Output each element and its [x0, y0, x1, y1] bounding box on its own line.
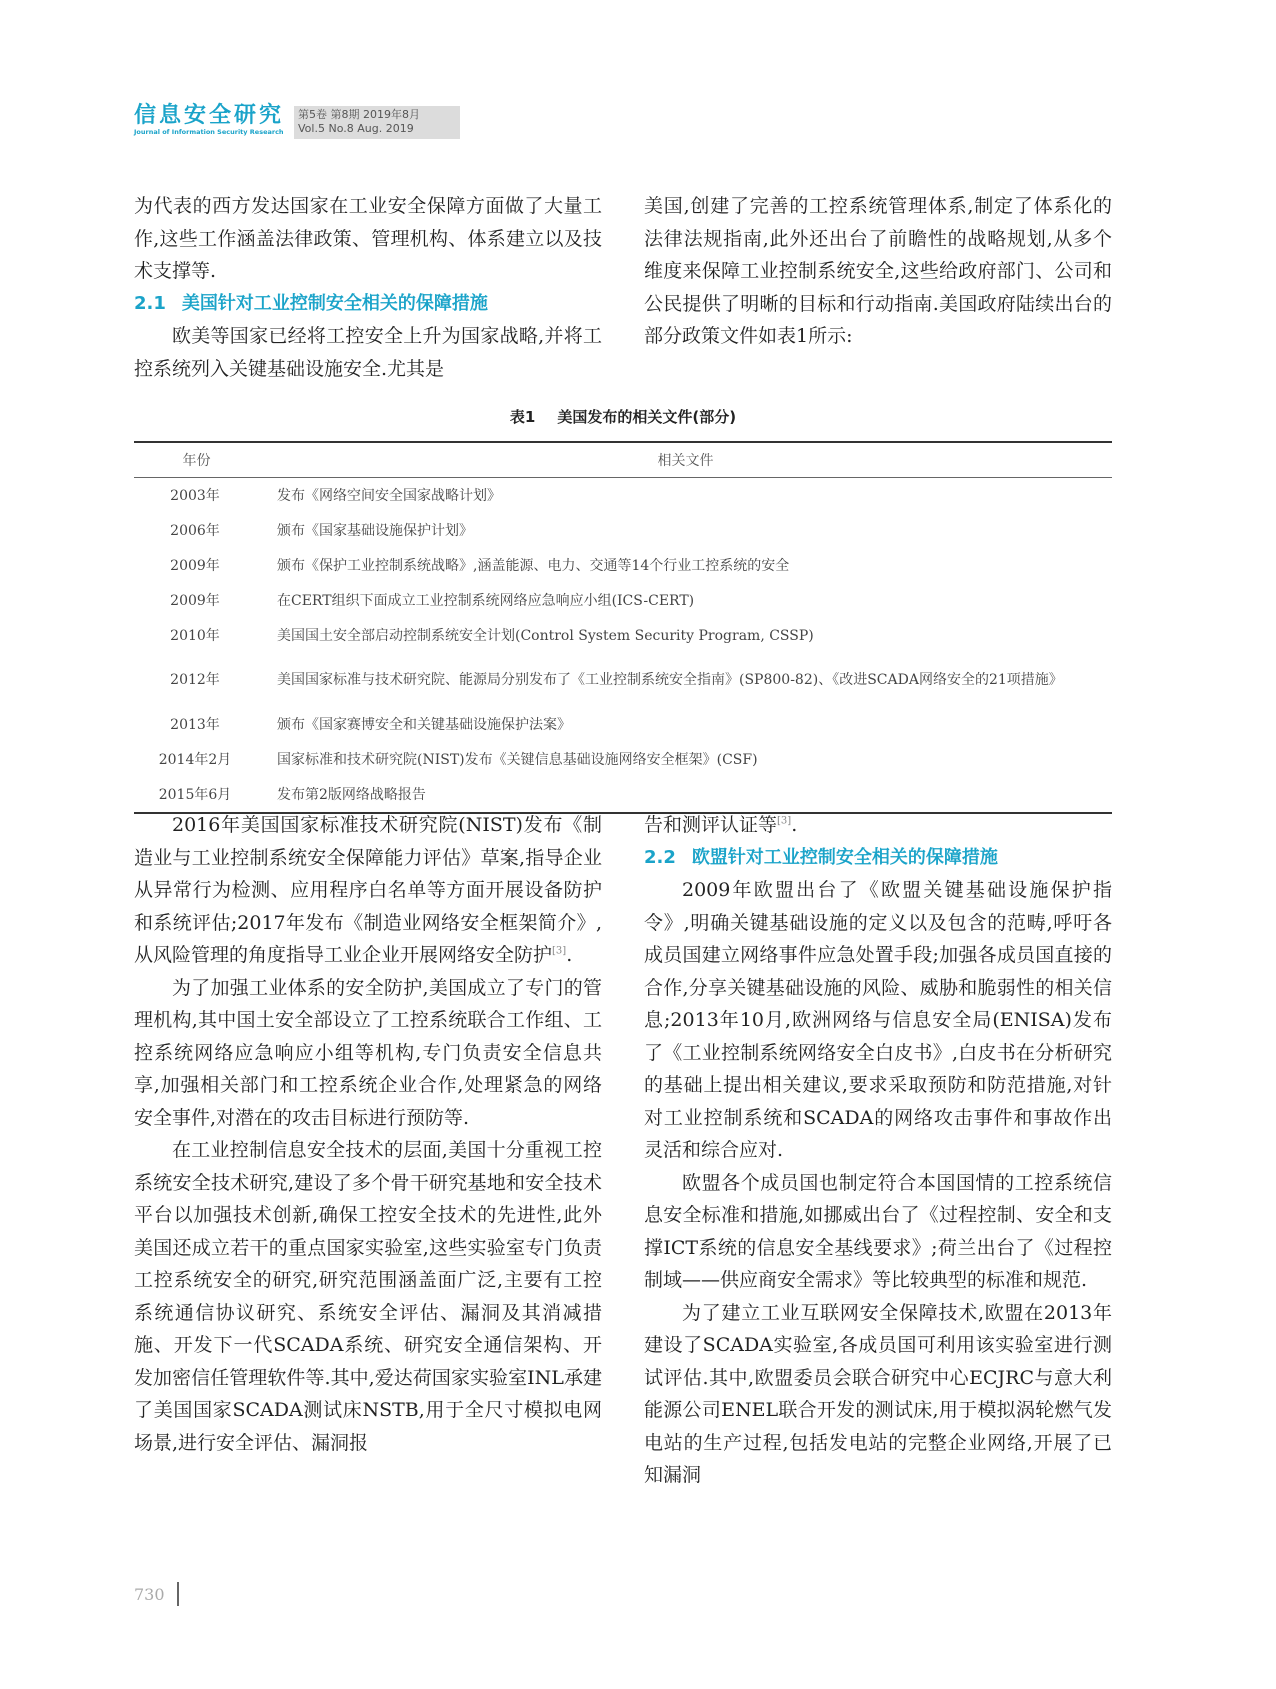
- row-document: 颁布《国家基础设施保护计划》: [277, 522, 473, 539]
- table-title: 美国发布的相关文件(部分): [557, 408, 737, 426]
- paragraph-text: 2016年美国国家标准技术研究院(NIST)发布《制造业与工业控制系统安全保障能力评估》草案,指导企业从异常行为检测、应用程序白名单等方面开展设备防护和系统评估;2017年发布《制造业网络安全框架简介》,从风险管理的角度指导工业企业开展网络安全防护: [134, 814, 602, 966]
- paragraph: 为了加强工业体系的安全防护,美国成立了专门的管理机构,其中国土安全部设立了工控系统联合工作组、工控系统网络应急响应小组等机构,专门负责安全信息共享,加强相关部门和工控系统企业合作,处理紧急的网络安全事件,对潜在的攻击目标进行预防等.: [134, 976, 602, 1129]
- paragraph: 欧盟各个成员国也制定符合本国国情的工控系统信息安全标准和措施,如挪威出台了《过程控制、安全和支撑ICT系统的信息安全基线要求》;荷兰出台了《过程控制域——供应商安全需求》等比较典型的标准和规范.: [644, 1171, 1112, 1291]
- section-heading-2-2: [644, 842, 1112, 875]
- row-year: 2012年: [170, 672, 220, 688]
- row-document: 美国国家标准与技术研究院、能源局分别发布了《工业控制系统安全指南》(SP800-82)、《改进SCADA网络安全的21项措施》: [277, 672, 1063, 688]
- paragraph: 为代表的西方发达国家在工业安全保障方面做了大量工作,这些工作涵盖法律政策、管理机构、体系建立以及技术支撑等.: [134, 195, 602, 282]
- paragraph: 美国,创建了完善的工控系统管理体系,制定了体系化的法律法规指南,此外还出台了前瞻性的战略规划,从多个维度来保障工业控制系统安全,这些给政府部门、公司和公民提供了明晰的目标和行动指南.美国政府陆续出台的部分政策文件如表1所示:: [644, 195, 1112, 347]
- table-row: [134, 777, 1112, 813]
- right-column-top: [644, 190, 1112, 353]
- paragraph-text: 告和测评认证等: [644, 814, 778, 836]
- row-year: 2009年: [170, 557, 220, 574]
- journal-name-en: Journal of Information Security Research: [134, 128, 284, 136]
- row-document: 国家标准和技术研究院(NIST)发布《关键信息基础设施网络安全框架》(CSF): [277, 751, 758, 768]
- section-title: 美国针对工业控制安全相关的保障措施: [181, 292, 488, 314]
- paragraph: [134, 809, 602, 972]
- header-document: 相关文件: [259, 442, 1112, 478]
- section-number: 2.2: [644, 846, 676, 868]
- paragraph: 在工业控制信息安全技术的层面,美国十分重视工控系统安全技术研究,建设了多个骨干研究基地和安全技术平台以加强技术创新,确保工控安全技术的先进性,此外美国还成立若干的重点国家实验室,这些实验室专门负责工控系统安全的研究,研究范围涵盖面广泛,主要有工控系统通信协议研究、系统安全评估、漏洞及其消减措施、开发下一代SCADA系统、研究安全通信架构、开发加密信任管理软件等.其中,爱达荷国家实验室INL承建了美国国家SCADA测试床NSTB,用于全尺寸模拟电网场景,进行安全评估、漏洞报: [134, 1139, 602, 1454]
- journal-name-cn: 信息安全研究: [134, 103, 285, 128]
- paragraph: 为了建立工业互联网安全保障技术,欧盟在2013年建设了SCADA实验室,各成员国可利用该实验室进行测试评估.其中,欧盟委员会联合研究中心ECJRC与意大利能源公司ENEL联合开发的测试床,用于模拟涡轮燃气发电站的生产过程,包括发电站的完整企业网络,开展了已知漏洞: [644, 1301, 1112, 1486]
- row-document: 美国国土安全部启动控制系统安全计划(Control System Security Program, CSSP): [277, 627, 814, 644]
- paragraph-end: .: [566, 944, 573, 966]
- row-year: 2015年6月: [158, 786, 232, 803]
- issue-info-en: Vol.5 No.8 Aug. 2019: [298, 122, 414, 135]
- row-year: 2006年: [170, 522, 220, 539]
- paragraph: 欧美等国家已经将工控安全上升为国家战略,并将工控系统列入关键基础设施安全.尤其是: [134, 325, 602, 380]
- row-year: 2003年: [170, 487, 220, 504]
- table-caption: [134, 406, 1112, 427]
- policy-documents-table: [134, 441, 1112, 814]
- table-number: 表1: [509, 408, 536, 426]
- row-document: 颁布《国家赛博安全和关键基础设施保护法案》: [277, 716, 571, 733]
- section-heading-2-1: [134, 288, 602, 321]
- page-number: 730: [134, 1584, 165, 1604]
- table-row: [134, 583, 1112, 618]
- row-year: 2009年: [170, 592, 220, 609]
- footer-divider: [177, 1582, 179, 1606]
- section-title: 欧盟针对工业控制安全相关的保障措施: [691, 846, 998, 868]
- table-row: [134, 548, 1112, 583]
- page-footer: [134, 1582, 179, 1606]
- left-column-bottom: [134, 809, 602, 1459]
- row-document: 发布第2版网络战略报告: [277, 786, 426, 803]
- paragraph: 2009年欧盟出台了《欧盟关键基础设施保护指令》,明确关键基础设施的定义以及包含的范畴,呼吁各成员国建立网络事件应急处置手段;加强各成员国直接的合作,分享关键基础设施的风险、威胁和脆弱性的相关信息;2013年10月,欧洲网络与信息安全局(ENISA)发布了《工业控制系统网络安全白皮书》,白皮书在分析研究的基础上提出相关建议,要求采取预防和防范措施,对针对工业控制系统和SCADA的网络攻击事件和事故作出灵活和综合应对.: [644, 879, 1112, 1161]
- table-row: [134, 478, 1112, 514]
- header-year: 年份: [134, 442, 259, 478]
- citation-ref[interactable]: [3]: [552, 945, 567, 957]
- issue-info-cn: 第5卷 第8期 2019年8月: [298, 108, 420, 121]
- left-column-top: [134, 190, 602, 385]
- journal-brand: [134, 104, 284, 137]
- citation-ref[interactable]: [3]: [777, 815, 792, 827]
- table-row: [134, 707, 1112, 742]
- row-document: 发布《网络空间安全国家战略计划》: [277, 487, 501, 504]
- table-row: [134, 653, 1112, 707]
- row-document: 颁布《保护工业控制系统战略》,涵盖能源、电力、交通等14个行业工控系统的安全: [277, 557, 790, 574]
- paragraph: [644, 809, 1112, 842]
- table-header-row: [134, 442, 1112, 478]
- paragraph-end: .: [791, 814, 798, 836]
- row-year: 2010年: [170, 627, 220, 644]
- table-row: [134, 742, 1112, 777]
- section-number: 2.1: [134, 292, 166, 314]
- table-row: [134, 618, 1112, 653]
- table-row: [134, 513, 1112, 548]
- row-year: 2013年: [170, 716, 220, 733]
- journal-header: [134, 104, 460, 142]
- right-column-bottom: [644, 809, 1112, 1492]
- row-document: 在CERT组织下面成立工业控制系统网络应急响应小组(ICS-CERT): [277, 592, 695, 609]
- row-year: 2014年2月: [158, 751, 232, 768]
- issue-info: [294, 106, 460, 139]
